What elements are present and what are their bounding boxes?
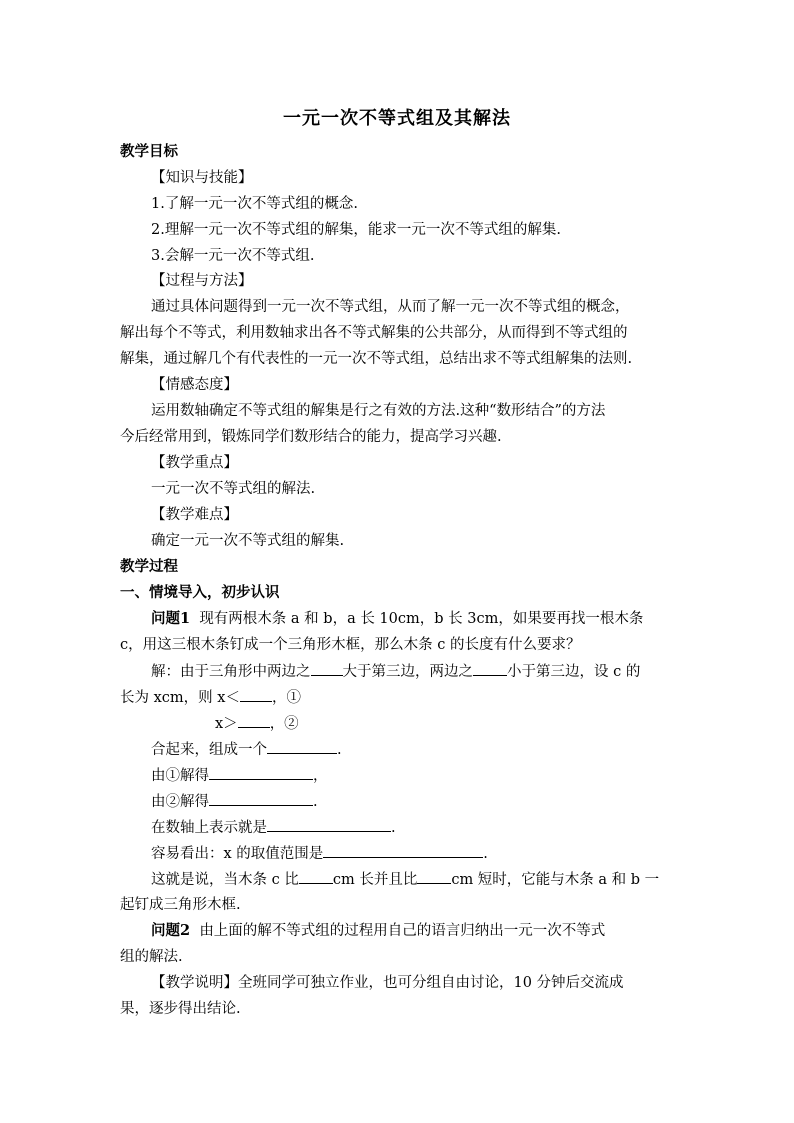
conclusion-line-1 [151,869,711,890]
conclusion-text-a: 这就是说，当木条 c 比 [151,872,299,888]
conclusion-text-b: cm 长并且比 [332,872,418,888]
solve-1-line [151,765,711,786]
solve-1-text: 由①解得 [151,768,209,784]
conclusion-text-c: cm 短时，它能与木条 a 和 b 一 [451,872,660,888]
question-2-line-2: 组的解法. [120,949,183,965]
inequality-1-mark: ，① [271,690,301,706]
focus-text: 一元一次不等式组的解法. [151,481,316,497]
number-line-line [151,817,711,838]
number-line-punct: . [391,820,396,836]
solve-2-punct: . [313,794,318,810]
blank-solve-2[interactable] [209,791,313,806]
process-paragraph-line-2: 解出每个不等式，利用数轴求出各不等式解集的公共部分，从而得到不等式组的 [120,325,628,341]
blank-combine[interactable] [267,739,337,754]
question-1-label: 问题1 [151,610,191,627]
solution-text-c: 小于第三边，设 c 的 [507,664,641,680]
solution-line-1 [151,661,711,682]
solution-text-b: 大于第三边，两边之 [342,664,473,680]
goals-heading: 教学目标 [120,143,178,160]
combine-line [151,739,711,760]
question-1-line-2: c，用这三根木条钉成一个三角形木框，那么木条 c 的长度有什么要求？ [120,637,581,653]
blank-number-line[interactable] [267,817,391,832]
inequality-1-text: 长为 xcm，则 x＜ [120,690,240,706]
inequality-2-mark: ，② [269,716,299,732]
section-1-heading: 一、情境导入，初步认识 [120,584,280,601]
blank-upper[interactable] [240,687,272,702]
solve-2-text: 由②解得 [151,794,209,810]
teaching-note-text: 全班同学可独立作业，也可分组自由讨论，10 分钟后交流成 [238,975,624,991]
question-2-line-1 [151,921,711,941]
blank-range[interactable] [323,843,483,858]
solution-line-2 [120,687,680,708]
range-line [151,843,711,864]
solution-line-3 [215,713,775,734]
blank-solve-1[interactable] [209,765,313,780]
number-line-text: 在数轴上表示就是 [151,820,267,836]
teaching-note-label: 【教学说明】 [151,975,238,991]
solve-2-line [151,791,711,812]
teaching-note-line-2: 果，逐步得出结论. [120,1001,241,1017]
process-paragraph-line-3: 解集，通过解几个有代表性的一元一次不等式组，总结出求不等式组解集的法则. [120,351,633,367]
range-text: 容易看出：x 的取值范围是 [151,846,324,862]
focus-label: 【教学重点】 [151,455,238,471]
solve-1-punct: ， [313,768,328,784]
question-1-line-1 [151,609,711,629]
blank-sum[interactable] [311,661,343,676]
question-2-label: 问题2 [151,922,191,939]
page-title: 一元一次不等式组及其解法 [283,108,511,129]
blank-lower[interactable] [238,713,270,728]
emotion-paragraph-line-1: 运用数轴确定不等式组的解集是行之有效的方法.这种“数形结合”的方法 [151,403,606,419]
blank-max-length[interactable] [417,869,451,884]
difficulty-text: 确定一元一次不等式组的解集. [151,533,345,549]
combine-punct: . [337,742,342,758]
process-label: 【过程与方法】 [151,273,253,289]
question-2-text: 由上面的解不等式组的过程用自己的语言归纳出一元一次不等式 [199,923,606,939]
blank-min-length[interactable] [299,869,333,884]
combine-text: 合起来，组成一个 [151,742,267,758]
knowledge-item-1: 1.了解一元一次不等式组的概念. [151,196,358,212]
emotion-label: 【情感态度】 [151,377,238,393]
solution-text-a: 解：由于三角形中两边之 [151,664,311,680]
inequality-2-text: x＞ [215,716,238,732]
question-1-text: 现有两根木条 a 和 b，a 长 10cm，b 长 3cm，如果要再找一根木条 [199,611,644,627]
knowledge-item-3: 3.会解一元一次不等式组. [151,248,315,264]
process-paragraph-line-1: 通过具体问题得到一元一次不等式组，从而了解一元一次不等式组的概念， [151,299,630,315]
teaching-note-line-1 [151,973,711,993]
knowledge-item-2: 2.理解一元一次不等式组的解集，能求一元一次不等式组的解集. [151,222,561,238]
difficulty-label: 【教学难点】 [151,507,238,523]
emotion-paragraph-line-2: 今后经常用到，锻炼同学们数形结合的能力，提高学习兴趣. [120,429,502,445]
range-punct: . [483,846,488,862]
knowledge-label: 【知识与技能】 [151,170,253,186]
process-heading: 教学过程 [120,558,178,575]
conclusion-line-2: 起钉成三角形木框. [120,897,241,913]
blank-difference[interactable] [473,661,507,676]
